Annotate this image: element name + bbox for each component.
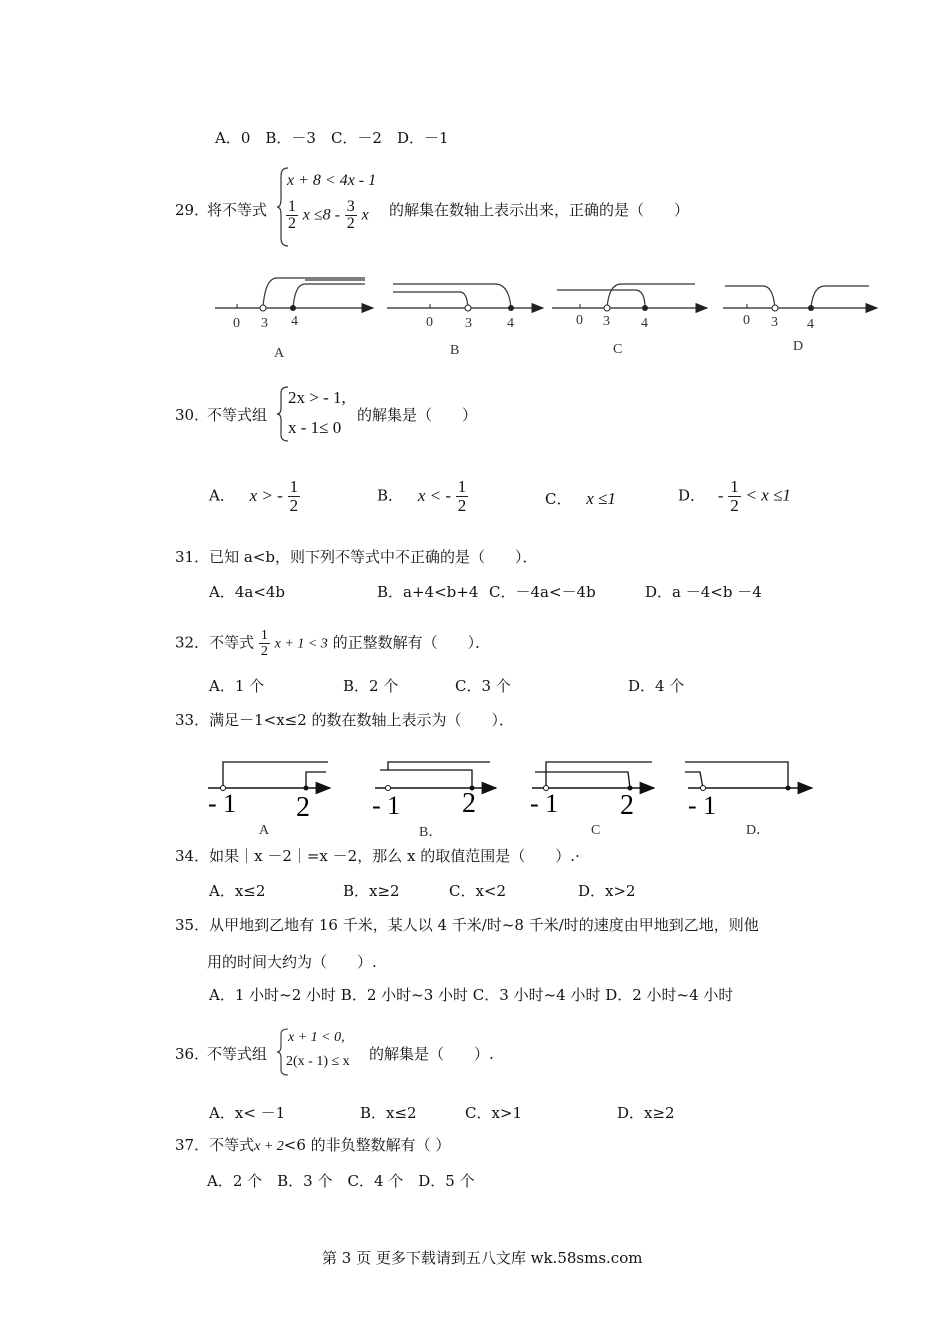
q30-system-line2: x - 1≤ 0 (288, 418, 342, 437)
svg-text:B．: B． (419, 825, 443, 840)
q35-line2: 用的时间大约为（ ）. (207, 953, 377, 971)
q36-system-line1: x + 1 < 0, (288, 1030, 345, 1045)
svg-text:3: 3 (771, 315, 778, 330)
q36-option-C: C．x>1 (465, 1104, 523, 1122)
q34-option-A: A．x≤2 (209, 882, 266, 900)
q36-option-A: A．x< －1 (209, 1104, 286, 1122)
svg-text:0: 0 (426, 315, 433, 330)
svg-text:2: 2 (462, 788, 476, 819)
q36-option-B: B．x≤2 (360, 1104, 417, 1122)
q36-number: 36． (175, 1045, 210, 1063)
svg-text:4: 4 (507, 316, 514, 331)
q34-option-D: D．x>2 (578, 882, 636, 900)
q30-system-line1: 2x > - 1, (288, 388, 346, 407)
svg-text:D．: D． (746, 823, 771, 838)
q37-question: 37．不等式x + 2<6 的非负整数解有（ ） (175, 1136, 451, 1154)
svg-text:4: 4 (291, 314, 298, 329)
q31-question: 31．已知 a<b，则下列不等式中不正确的是（ ）． (175, 548, 538, 566)
svg-text:C: C (613, 342, 623, 357)
svg-text:0: 0 (233, 316, 240, 331)
svg-text:4: 4 (641, 316, 648, 331)
page-footer: 第 3 页 更多下载请到五八文库 wk.58sms.com (322, 1249, 643, 1267)
q29-prefix: 将不等式 (207, 201, 268, 219)
q35-options: A．1 小时~2 小时 B．2 小时~3 小时 C．3 小时~4 小时 D．2 小时~4 小时 (209, 986, 734, 1004)
q31-option-C: C．－4a<－4b (489, 583, 596, 601)
q29-axis-B (387, 284, 543, 358)
svg-text:- 1: - 1 (372, 791, 401, 820)
q29-system-line2: $\frac{1}{2}$ x ≤8 - $\frac{3}{2}$ x (288, 198, 369, 232)
q33-axis-D (685, 762, 812, 838)
q33-axis-B (372, 762, 496, 840)
svg-text:D: D (793, 339, 804, 354)
svg-text:0: 0 (576, 313, 583, 328)
svg-text:0: 0 (743, 313, 750, 328)
svg-text:3: 3 (465, 316, 472, 331)
q29-system-line1: x + 8 < 4x - 1 (287, 172, 377, 189)
q32-option-B: B．2 个 (343, 677, 399, 695)
q30-option-B: B． x < - $\frac{1}{2}$ (377, 477, 467, 515)
q35-line1: 35．从甲地到乙地有 16 千米，某人以 4 千米/时~8 千米/时的速度由甲地到乙地，则他 (175, 916, 759, 934)
q33-question: 33．满足－1<x≤2 的数在数轴上表示为（ ）． (175, 711, 515, 729)
q30-option-D: D． - $\frac{1}{2}$ < x ≤1 (678, 477, 791, 515)
q37-options: A．2 个 B．3 个 C．4 个 D．5 个 (207, 1172, 475, 1190)
q31-option-A: A．4a<4b (209, 583, 286, 601)
q30-option-C: C． x ≤1 (545, 489, 616, 508)
q34-option-B: B．x≥2 (343, 882, 400, 900)
q31-option-D: D．a －4<b －4 (645, 583, 762, 601)
q33-number-lines (200, 752, 825, 842)
q30-number: 30． (175, 406, 210, 424)
q36-option-D: D．x≥2 (617, 1104, 675, 1122)
svg-text:C: C (591, 823, 601, 838)
svg-text:2: 2 (620, 790, 634, 821)
q36-prefix: 不等式组 (207, 1045, 268, 1063)
q28-options: A．0 B．－3 C．－2 D．－1 (215, 129, 449, 147)
q29-axis-D (723, 286, 877, 354)
svg-text:- 1: - 1 (208, 789, 237, 818)
q32-option-C: C．3 个 (455, 677, 511, 695)
q32-option-D: D．4 个 (628, 677, 685, 695)
q30-option-A: A． x > - $\frac{1}{2}$ (209, 477, 299, 515)
svg-text:A: A (259, 823, 270, 838)
q29-number-lines (205, 268, 895, 368)
svg-text:A: A (274, 346, 285, 361)
q32-option-A: A．1 个 (209, 677, 265, 695)
q33-axis-C (530, 762, 654, 838)
svg-text:B: B (450, 343, 460, 358)
q34-question: 34．如果｜x －2｜=x －2，那么 x 的取值范围是（ ）.· (175, 847, 580, 865)
q32-question: 32．不等式 $\frac{1}{2}$ x + 1 < 3 的正整数解有（ ）． (175, 628, 491, 659)
svg-text:2: 2 (296, 792, 310, 823)
q30-suffix: 的解集是（ ） (357, 406, 478, 424)
svg-text:4: 4 (807, 317, 814, 332)
svg-text:3: 3 (603, 314, 610, 329)
q33-axis-A (208, 762, 330, 838)
svg-text:3: 3 (261, 316, 268, 331)
q34-option-C: C．x<2 (449, 882, 507, 900)
q29-axis-A (215, 278, 373, 361)
q31-option-B: B．a+4<b+4 (377, 583, 479, 601)
svg-text:- 1: - 1 (530, 789, 559, 818)
q29-suffix: 的解集在数轴上表示出来，正确的是（ ） (389, 201, 690, 219)
q29-axis-C (552, 284, 707, 357)
q29-number: 29． (175, 201, 210, 219)
svg-text:- 1: - 1 (688, 791, 717, 820)
q36-system-line2: 2(x - 1) ≤ x (286, 1054, 350, 1069)
q36-suffix: 的解集是（ ）. (369, 1045, 494, 1063)
q30-prefix: 不等式组 (207, 406, 268, 424)
